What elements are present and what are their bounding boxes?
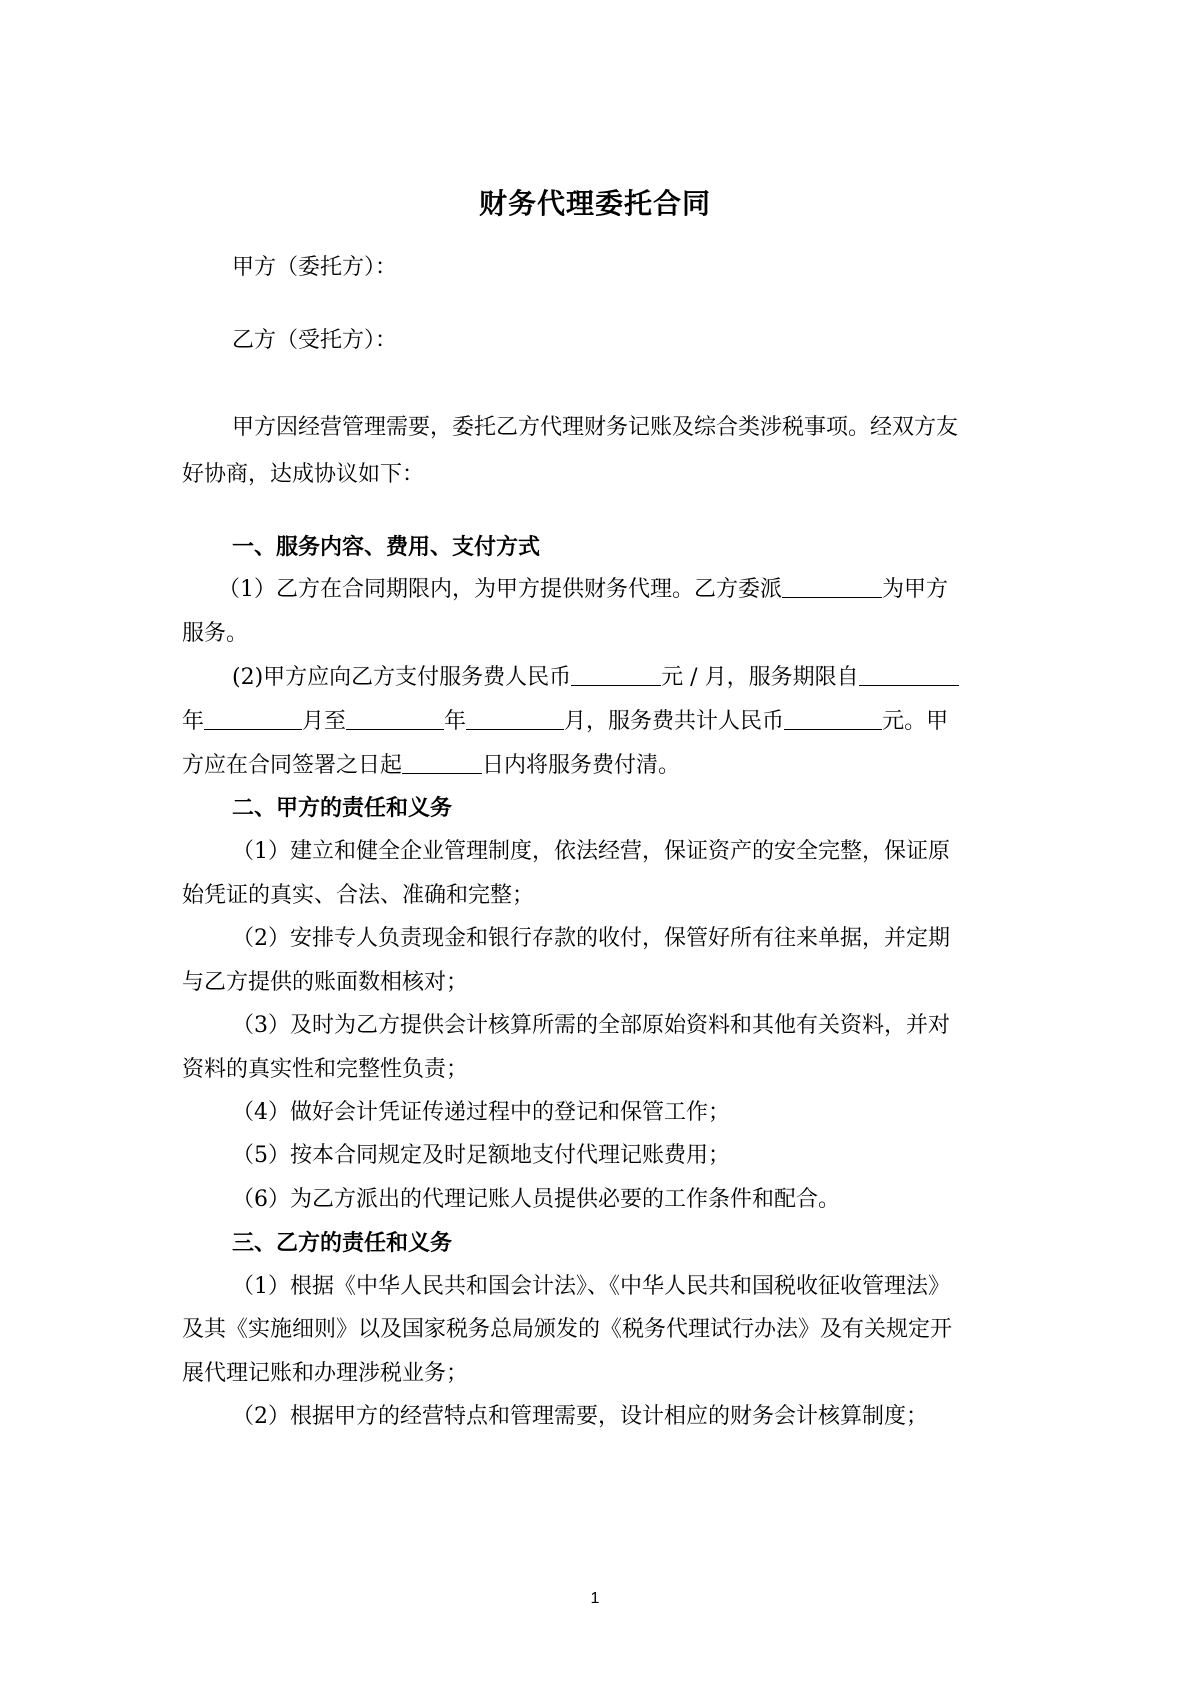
preamble-line-1: 甲方因经营管理需要，委托乙方代理财务记账及综合类涉税事项。经双方友 bbox=[232, 415, 959, 440]
blank-field bbox=[346, 705, 444, 730]
section-2-item-1-line-2: 始凭证的真实、合法、准确和完整； bbox=[182, 883, 535, 908]
section-2-item-2-line-1: （2）安排专人负责现金和银行存款的收付，保管好所有往来单据，并定期 bbox=[232, 926, 950, 951]
section-3-item-1-line-3: 展代理记账和办理涉税业务； bbox=[182, 1361, 469, 1386]
section-3-heading: 三、乙方的责任和义务 bbox=[232, 1230, 453, 1256]
document-title: 财务代理委托合同 bbox=[478, 187, 711, 220]
section-1-item-2-line-1: (2)甲方应向乙方支付服务费人民币 元 / 月，服务期限自 bbox=[232, 661, 959, 694]
page-number: 1 bbox=[590, 1590, 600, 1607]
section-2-item-3-line-1: （3）及时为乙方提供会计核算所需的全部原始资料和其他有关资料，并对 bbox=[232, 1013, 950, 1038]
blank-field bbox=[859, 661, 959, 686]
blank-field bbox=[204, 705, 302, 730]
blank-field bbox=[784, 705, 882, 730]
section-3-item-1-line-1: （1）根据《中华人民共和国会计法》、《中华人民共和国税收征收管理法》 bbox=[232, 1274, 950, 1299]
section-2-item-1-line-1: （1）建立和健全企业管理制度，依法经营，保证资产的安全完整，保证原 bbox=[232, 839, 950, 864]
party-b-label: 乙方（受托方）： bbox=[232, 328, 398, 353]
section-2-item-6: （6）为乙方派出的代理记账人员提供必要的工作条件和配合。 bbox=[232, 1187, 840, 1212]
section-1-item-2-line-2: 年 月至 年 月，服务费共计人民币 元。甲 bbox=[182, 705, 948, 738]
section-3-item-1-line-2: 及其《实施细则》以及国家税务总局颁发的《税务代理试行办法》及有关规定开 bbox=[182, 1317, 953, 1342]
section-3-item-2: （2）根据甲方的经营特点和管理需要，设计相应的财务会计核算制度； bbox=[232, 1404, 928, 1429]
section-1-heading: 一、服务内容、费用、支付方式 bbox=[232, 534, 541, 560]
section-1-item-2-line-3: 方应在合同签署之日起 日内将服务费付清。 bbox=[182, 749, 680, 782]
section-1-item-1-line-2: 服务。 bbox=[182, 621, 249, 646]
preamble-line-2: 好协商，达成协议如下： bbox=[182, 462, 425, 487]
section-2-item-2-line-2: 与乙方提供的账面数相核对； bbox=[182, 970, 469, 995]
section-2-item-4: （4）做好会计凭证传递过程中的登记和保管工作； bbox=[232, 1100, 730, 1125]
blank-field bbox=[466, 705, 564, 730]
blank-field bbox=[402, 749, 482, 774]
blank-field bbox=[571, 661, 661, 686]
section-2-item-3-line-2: 资料的真实性和完整性负责； bbox=[182, 1057, 469, 1082]
blank-field bbox=[782, 573, 882, 598]
section-1-item-1-line-1: （1）乙方在合同期限内，为甲方提供财务代理。乙方委派 为甲方 bbox=[218, 573, 948, 606]
party-a-label: 甲方（委托方）： bbox=[232, 255, 398, 280]
section-2-heading: 二、甲方的责任和义务 bbox=[232, 795, 453, 821]
section-2-item-5: （5）按本合同规定及时足额地支付代理记账费用； bbox=[232, 1143, 730, 1168]
